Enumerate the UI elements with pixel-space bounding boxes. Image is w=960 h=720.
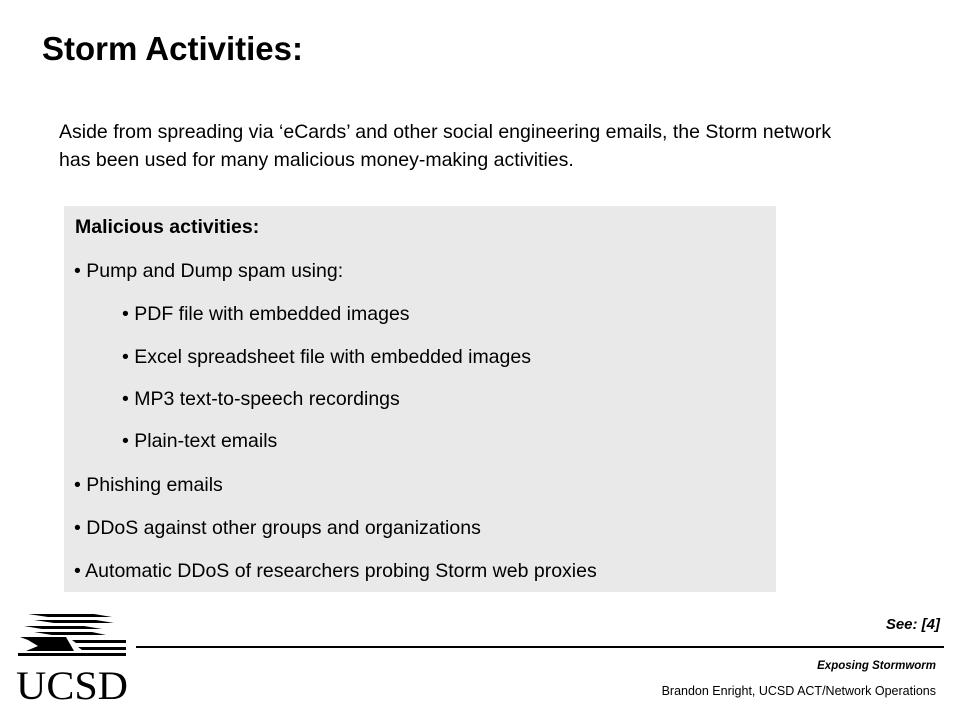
list-item: • DDoS against other groups and organizations (74, 517, 481, 539)
footer-divider (136, 646, 944, 648)
intro-paragraph: Aside from spreading via ‘eCards’ and other social engineering emails, the Storm network has been used for many malicious money-making activities. (59, 121, 832, 171)
slide-title: Storm Activities: (42, 30, 304, 67)
activities-heading: Malicious activities: (75, 216, 260, 238)
list-item: • PDF file with embedded images (122, 303, 410, 325)
footer-presentation-title: Exposing Stormworm (817, 660, 936, 672)
ucsd-seal-icon (18, 614, 126, 656)
activities-box (64, 206, 776, 592)
list-item: • MP3 text-to-speech recordings (122, 388, 400, 410)
list-item: • Automatic DDoS of researchers probing Storm web proxies (74, 560, 597, 582)
list-item: • Excel spreadsheet file with embedded images (122, 346, 531, 368)
reference-note: See: [4] (885, 616, 940, 633)
list-item: • Pump and Dump spam using: (74, 260, 344, 282)
ucsd-logo-text: UCSD (16, 663, 128, 705)
list-item: • Plain-text emails (122, 430, 278, 452)
footer-author: Brandon Enright, UCSD ACT/Network Operations (661, 684, 936, 698)
list-item: • Phishing emails (74, 474, 223, 496)
ucsd-logo (14, 610, 132, 705)
